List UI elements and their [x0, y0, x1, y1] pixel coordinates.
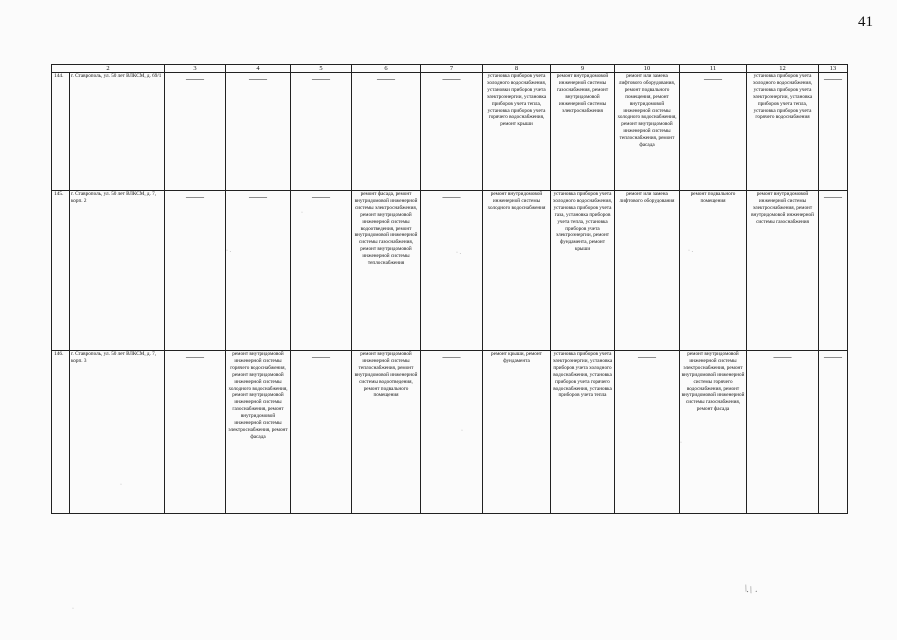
- column-header: 5: [291, 65, 352, 73]
- dash-mark: ——: [442, 192, 461, 202]
- dash-mark: ——: [249, 74, 267, 84]
- work-type-cell: установка приборов учета электроэнергии, установка приборов учета холодного водоснабжения, установка приборов учета горячего водоснабжения, установка приборов учета тепла: [551, 351, 615, 514]
- column-header: 12: [747, 65, 819, 73]
- empty-cell: [291, 73, 352, 191]
- work-type-cell: ремонт внутридомовой инженерной системы электроснабжения, ремонт внутридомовой инженерной системы горячего водоснабжения, ремонт внутридомовой инженерной системы газоснабжения, ремонт фасада: [680, 351, 747, 514]
- column-header: 9: [551, 65, 615, 73]
- column-header: 2: [52, 65, 165, 73]
- column-number-header: [52, 65, 848, 73]
- dash-mark: ——: [442, 74, 461, 84]
- scan-speck: ·: [680, 440, 682, 446]
- work-type-cell: установка приборов учета холодного водоснабжения, установка приборов учета газа, установка приборов учета тепла, установка приборов учета электроэнергии, ремонт фундамента, ремонт крыши: [551, 191, 615, 351]
- scan-speck: · .: [688, 248, 693, 254]
- table-row: [52, 351, 848, 514]
- column-header: 4: [226, 65, 291, 73]
- empty-cell: [291, 351, 352, 514]
- work-type-cell: ремонт внутридомовой инженерной системы холодного водоснабжения: [483, 191, 551, 351]
- dash-mark: ——: [638, 352, 656, 362]
- row-number: 146.: [52, 351, 70, 514]
- repair-schedule-table: [51, 64, 848, 514]
- dash-mark: ——: [186, 192, 204, 202]
- column-header: 11: [680, 65, 747, 73]
- dash-mark: ——: [312, 74, 330, 84]
- work-type-cell: ремонт фасада, ремонт внутридомовой инженерной системы электроснабжения, ремонт внутридомовой инженерной системы водоотведения, ремонт внутридомовой инженерной системы газоснабжения, ремонт внутридомовой инженерной системы теплоснабжения: [352, 191, 421, 351]
- empty-cell: [615, 351, 680, 514]
- column-header: 8: [483, 65, 551, 73]
- table-row: [52, 73, 848, 191]
- empty-cell: [226, 191, 291, 351]
- empty-cell: [165, 351, 226, 514]
- empty-cell: [226, 73, 291, 191]
- dash-mark: ——: [773, 352, 792, 362]
- empty-cell: [747, 351, 819, 514]
- dash-mark: ——: [186, 352, 204, 362]
- empty-cell: [291, 191, 352, 351]
- work-type-cell: ремонт внутридомовой инженерной системы электроснабжения, ремонт внутридомовой инженерной системы газоснабжения: [747, 191, 819, 351]
- dash-mark: ——: [312, 352, 330, 362]
- scan-speck: · .: [456, 250, 461, 256]
- work-type-cell: ремонт внутридомовой инженерной системы газоснабжения, ремонт внутридомовой инженерной системы электроснабжения: [551, 73, 615, 191]
- dash-mark: ——: [824, 74, 842, 84]
- work-type-cell: ремонт или замена лифтового оборудования: [615, 191, 680, 351]
- column-header: 3: [165, 65, 226, 73]
- address-cell: г. Ставрополь, ул. 50 лет ВЛКСМ, д. 7, корп. 3: [70, 351, 165, 514]
- work-type-cell: ремонт или замена лифтового оборудования, ремонт подвального помещения, ремонт внутридомовой инженерной системы холодного водоснабжения, ремонт внутридомовой инженерной системы теплоснабжения, ремонт фасада: [615, 73, 680, 191]
- address-cell: г. Ставрополь, ул. 50 лет ВЛКСМ, д. 69/1: [70, 73, 165, 191]
- work-type-cell: ремонт внутридомовой инженерной системы теплоснабжения, ремонт внутридомовой инженерной системы водоотведения, ремонт подвального помещения: [352, 351, 421, 514]
- row-number: 144.: [52, 73, 70, 191]
- dash-mark: ——: [186, 74, 204, 84]
- row-number: 145.: [52, 191, 70, 351]
- dash-mark: ——: [312, 192, 330, 202]
- address-cell: г. Ставрополь, ул. 50 лет ВЛКСМ, д. 7, корп. 2: [70, 191, 165, 351]
- empty-cell: [819, 191, 848, 351]
- empty-cell: [819, 73, 848, 191]
- scan-scribble: \.\ ·: [742, 583, 760, 598]
- scan-speck: · .: [226, 248, 231, 254]
- empty-cell: [819, 351, 848, 514]
- empty-cell: [165, 191, 226, 351]
- work-type-cell: ремонт внутридомовой инженерной системы горячего водоснабжения, ремонт внутридомовой инженерной системы холодного водоснабжения, ремонт внутридомовой инженерной системы газоснабжения, ремонт внутридомовой инженерной системы электроснабжения, ремонт фасада: [226, 351, 291, 514]
- dash-mark: ——: [442, 352, 461, 362]
- column-header: 13: [819, 65, 848, 73]
- empty-cell: [421, 191, 483, 351]
- column-header: 7: [421, 65, 483, 73]
- scan-speck: ·: [120, 482, 122, 488]
- column-header: 10: [615, 65, 680, 73]
- empty-cell: [421, 351, 483, 514]
- work-type-cell: установка приборов учета холодного водоснабжения, установка приборов учета электроэнергии, установка приборов учета тепла, установка приборов учета горячего водоснабжения: [747, 73, 819, 191]
- work-type-cell: установка приборов учета холодного водоснабжения, установки приборов учета электроэнергии, установка приборов учета тепла, установка приборов учета горячего водоснабжения, ремонт крыши: [483, 73, 551, 191]
- dash-mark: ——: [249, 192, 267, 202]
- scan-speck: ·: [461, 428, 463, 434]
- scan-speck: ·: [301, 210, 303, 216]
- empty-cell: [352, 73, 421, 191]
- table-row: [52, 191, 848, 351]
- dash-mark: ——: [704, 74, 722, 84]
- dash-mark: ——: [824, 352, 842, 362]
- empty-cell: [421, 73, 483, 191]
- empty-cell: [165, 73, 226, 191]
- dash-mark: ——: [824, 192, 842, 202]
- work-type-cell: ремонт крыши, ремонт фундамента: [483, 351, 551, 514]
- column-header: 6: [352, 65, 421, 73]
- work-type-cell: ремонт подвального помещения: [680, 191, 747, 351]
- scan-speck: ·: [72, 606, 74, 612]
- empty-cell: [680, 73, 747, 191]
- dash-mark: ——: [377, 74, 395, 84]
- page-number: 41: [858, 14, 873, 30]
